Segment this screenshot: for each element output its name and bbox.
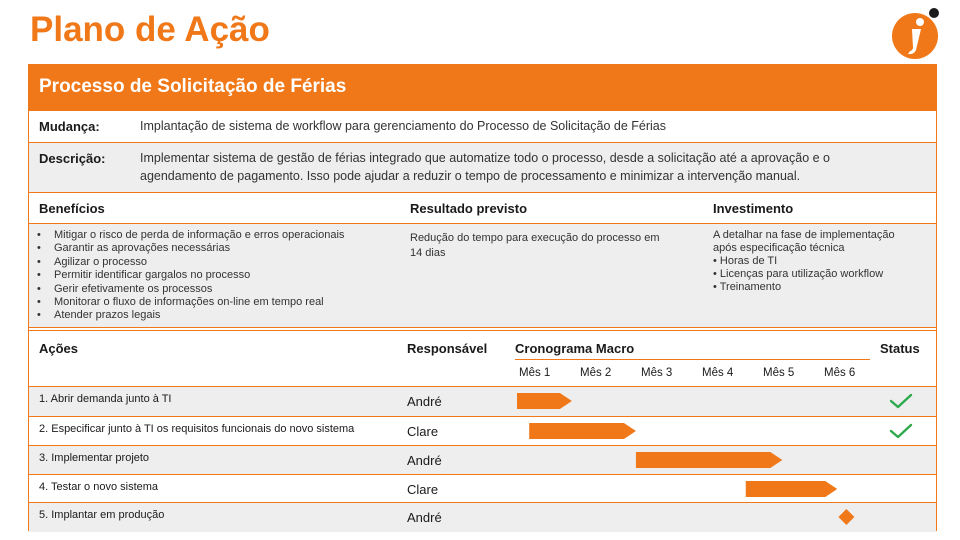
beneficios-heading: Benefícios [39, 201, 105, 216]
responsavel-heading: Responsável [407, 341, 488, 356]
table-row [29, 446, 936, 475]
task-name: 5. Implantar em produção [39, 509, 165, 521]
cronograma-heading: Cronograma Macro [515, 341, 635, 356]
month-label: Mês 4 [702, 367, 734, 379]
list-item: • Atender prazos legais [37, 309, 344, 322]
mudanca-text: Implantação de sistema de workflow para gerenciamento do Processo de Solicitação de Férias [140, 119, 666, 133]
mudanca-label: Mudança: [39, 119, 100, 134]
acoes-heading: Ações [39, 341, 79, 356]
task-name: 3. Implementar projeto [39, 452, 150, 464]
investimento-line-2: após especificação técnica [713, 242, 845, 254]
list-item: • Monitorar o fluxo de informações on-line em tempo real [37, 296, 344, 309]
resultado-line-2: 14 dias [410, 247, 446, 259]
cronograma-underline [515, 359, 870, 360]
action-plan-card [28, 64, 937, 531]
check-icon [889, 422, 913, 440]
investimento-item: • Treinamento [713, 281, 782, 293]
descricao-line-1: Implementar sistema de gestão de férias integrado que automatize todo o processo, desde a solicitação até a aprovação e o [140, 151, 831, 165]
list-item: • Garantir as aprovações necessárias [37, 242, 344, 255]
list-item: • Agilizar o processo [37, 256, 344, 269]
list-item: • Permitir identificar gargalos no processo [37, 269, 344, 282]
resultado-heading: Resultado previsto [410, 201, 528, 216]
table-row [29, 503, 936, 532]
task-responsible: André [407, 510, 442, 525]
investimento-line-1: A detalhar na fase de implementação [713, 229, 895, 241]
table-row [29, 387, 936, 416]
table-row [29, 417, 936, 446]
beneficios-list [37, 229, 344, 323]
status-heading: Status [880, 341, 920, 356]
list-item: • Mitigar o risco de perda de informação e erros operacionais [37, 229, 344, 242]
list-item: • Gerir efetivamente os processos [37, 283, 344, 296]
investimento-item: • Licenças para utilização workflow [713, 268, 884, 280]
month-label: Mês 2 [580, 367, 612, 379]
task-responsible: Clare [407, 482, 439, 497]
investimento-heading: Investimento [713, 201, 794, 216]
month-label: Mês 1 [519, 367, 551, 379]
table-row [29, 475, 936, 504]
month-label: Mês 5 [763, 367, 795, 379]
task-responsible: André [407, 394, 442, 409]
card-header [29, 65, 936, 111]
company-logo [890, 6, 944, 60]
task-name: 4. Testar o novo sistema [39, 481, 159, 493]
task-responsible: Clare [407, 424, 439, 439]
descricao-label: Descrição: [39, 151, 106, 166]
descricao-line-2: agendamento de pagamento. Isso pode ajudar a reduzir o tempo de processamento e minimizar a intervenção manual. [140, 169, 801, 183]
card-header-title: Processo de Solicitação de Férias [39, 76, 347, 97]
task-responsible: André [407, 453, 442, 468]
check-icon [889, 392, 913, 410]
investimento-item: • Horas de TI [713, 255, 778, 267]
task-name: 2. Especificar junto à TI os requisitos funcionais do novo sistema [39, 423, 355, 435]
task-name: 1. Abrir demanda junto à TI [39, 393, 172, 405]
page-title: Plano de Ação [30, 10, 270, 49]
month-label: Mês 6 [824, 367, 856, 379]
month-label: Mês 3 [641, 367, 673, 379]
resultado-line-1: Redução do tempo para execução do processo em [410, 232, 660, 244]
